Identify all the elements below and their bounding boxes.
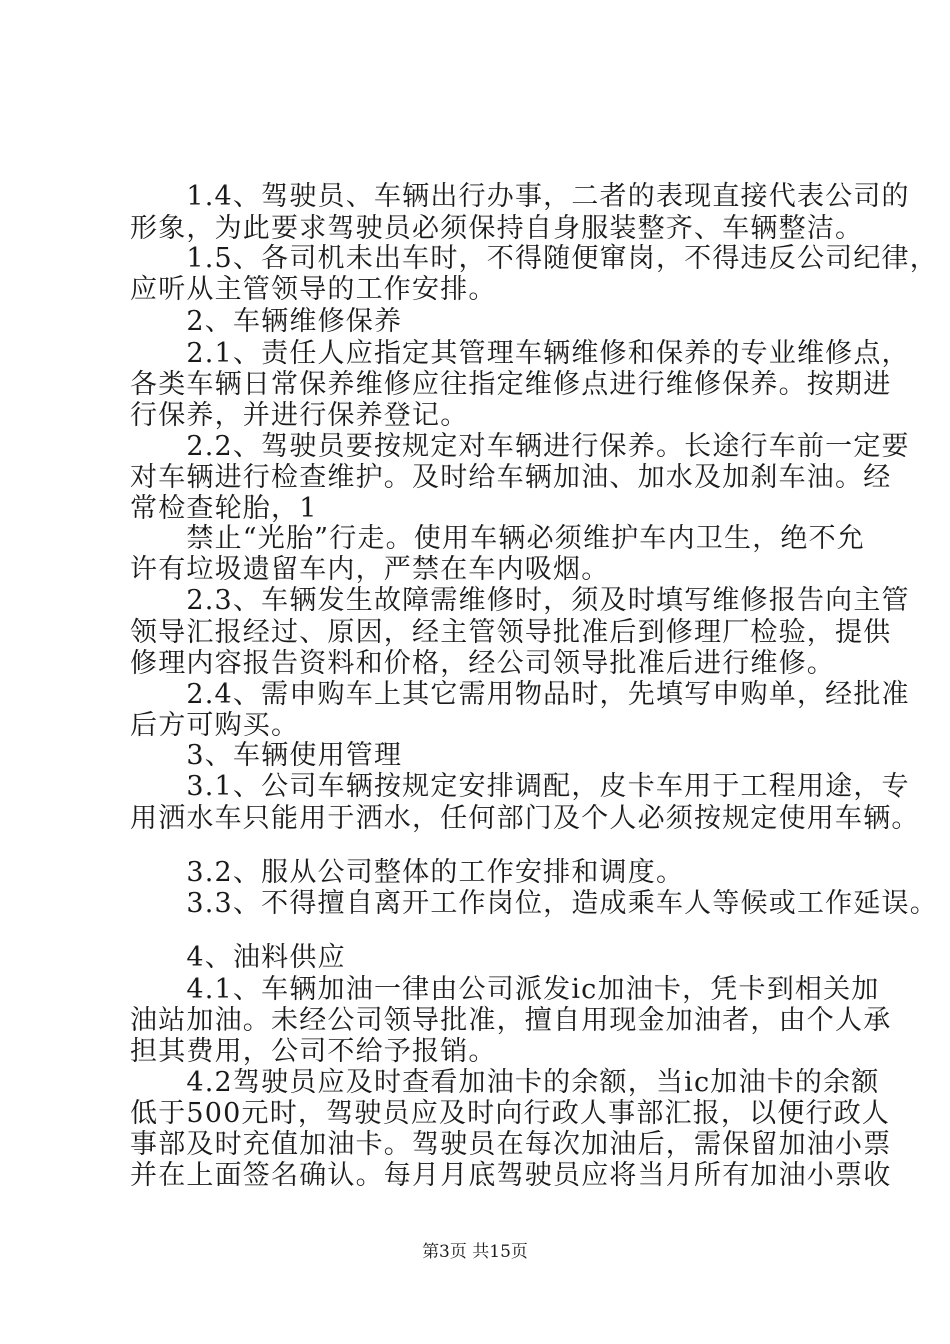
text-line: 3.2、服从公司整体的工作安排和调度。 [130,857,685,888]
text-line: 1.5、各司机未出车时，不得随便窜岗，不得违反公司纪律， [130,243,938,274]
text-line: 4.2驾驶员应及时查看加油卡的余额，当ic加油卡的余额 [130,1067,880,1098]
text-line: 形象，为此要求驾驶员必须保持自身服装整齐、车辆整洁。 [130,213,864,244]
text-line: 领导汇报经过、原因，经主管领导批准后到修理厂检验，提供 [130,617,892,648]
text-line: 3、车辆使用管理 [130,740,403,771]
text-line: 许有垃圾遗留车内，严禁在车内吸烟。 [130,554,610,585]
text-line: 各类车辆日常保养维修应往指定维修点进行维修保养。按期进 [130,369,892,400]
text-line: 3.3、不得擅自离开工作岗位，造成乘车人等候或工作延误。 [130,888,938,919]
text-line: 4.1、车辆加油一律由公司派发ic加油卡，凭卡到相关加 [130,974,880,1005]
text-line: 用洒水车只能用于洒水，任何部门及个人必须按规定使用车辆。 [130,803,920,834]
page-footer: 第3页 共15页 [422,1242,528,1262]
text-line: 2.2、驾驶员要按规定对车辆进行保养。长途行车前一定要 [130,431,910,462]
text-line: 2.4、需申购车上其它需用物品时，先填写申购单，经批准 [130,679,910,710]
text-line: 事部及时充值加油卡。驾驶员在每次加油后，需保留加油小票 [130,1129,892,1160]
text-line: 4、油料供应 [130,942,346,973]
text-line: 常检查轮胎，1 [130,493,318,524]
text-line: 低于500元时，驾驶员应及时向行政人事部汇报，以便行政人 [130,1098,891,1129]
text-line: 并在上面签名确认。每月月底驾驶员应将当月所有加油小票收 [130,1160,892,1191]
text-line: 2、车辆维修保养 [130,306,403,337]
text-line: 3.1、公司车辆按规定安排调配，皮卡车用于工程用途，专 [130,771,910,802]
text-line: 2.3、车辆发生故障需维修时，须及时填写维修报告向主管 [130,585,910,616]
text-line: 应听从主管领导的工作安排。 [130,274,497,305]
text-line: 对车辆进行检查维护。及时给车辆加油、加水及加刹车油。经 [130,462,892,493]
text-line: 担其费用，公司不给予报销。 [130,1036,497,1067]
text-line: 后方可购买。 [130,710,300,741]
text-line: 行保养，并进行保养登记。 [130,400,469,431]
text-line: 禁止“光胎”行走。使用车辆必须维护车内卫生，绝不允 [130,523,866,554]
text-line: 1.4、驾驶员、车辆出行办事，二者的表现直接代表公司的 [130,181,910,212]
text-line: 油站加油。未经公司领导批准，擅自用现金加油者，由个人承 [130,1005,892,1036]
text-line: 2.1、责任人应指定其管理车辆维修和保养的专业维修点， [130,338,910,369]
text-line: 修理内容报告资料和价格，经公司领导批准后进行维修。 [130,648,835,679]
